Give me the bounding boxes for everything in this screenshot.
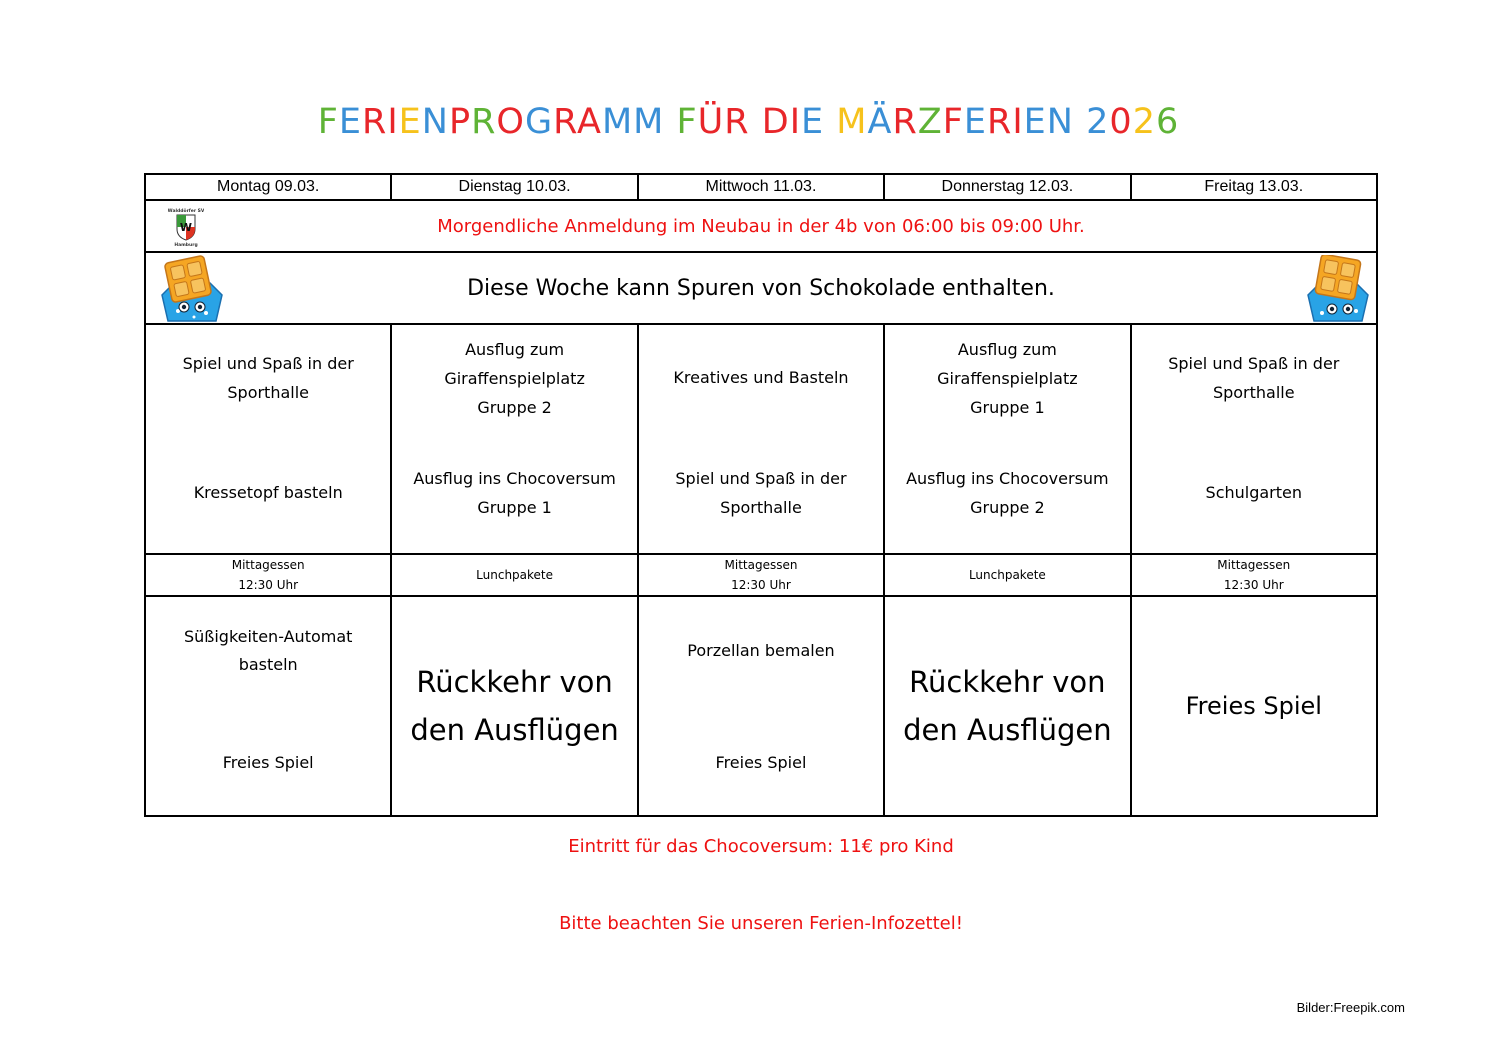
- title-letter: Ä: [867, 102, 893, 142]
- registration-row: [145, 200, 1377, 252]
- cell-line: Mittagessen: [1217, 558, 1291, 572]
- chocolate-notice-cell: [145, 252, 1377, 324]
- morning-cell: [884, 324, 1130, 554]
- cell-line: Rückkehr von: [416, 665, 613, 699]
- cell-line: Kreatives und Basteln: [673, 368, 849, 387]
- title-letter: M: [836, 102, 868, 142]
- title-letter: [1074, 102, 1086, 142]
- cell-line: 12:30 Uhr: [238, 578, 299, 592]
- infozettel-note: Bitte beachten Sie unseren Ferien-Infozettel!: [559, 913, 963, 934]
- title-letter: E: [338, 102, 362, 142]
- title-letter: A: [577, 102, 602, 142]
- title-letter: F: [942, 102, 964, 142]
- title-letter: E: [801, 102, 825, 142]
- cell-line: Giraffenspielplatz: [444, 369, 585, 388]
- cell-line: Lunchpakete: [968, 568, 1046, 582]
- title-letter: [664, 102, 676, 142]
- cell-line: Ausflug zum: [465, 340, 565, 359]
- morning-activities-row: [145, 324, 1377, 554]
- lunch-cell: [145, 554, 391, 596]
- cell-line: Spiel und Spaß in der: [1168, 354, 1340, 373]
- cell-line: Spiel und Spaß in der: [675, 469, 847, 488]
- title-letter: M: [633, 102, 665, 142]
- title-letter: 0: [1109, 102, 1133, 142]
- title-letter: 2: [1086, 102, 1110, 142]
- cell-line: Porzellan bemalen: [687, 641, 835, 660]
- title-letter: N: [1046, 102, 1074, 142]
- lunch-cell: [884, 554, 1130, 596]
- cell-line: Ausflug zum: [957, 340, 1057, 359]
- morning-cell: [1131, 324, 1377, 554]
- cell-line: Gruppe 1: [477, 498, 552, 517]
- title-letter: N: [421, 102, 449, 142]
- title-letter: R: [724, 102, 750, 142]
- title-letter: 2: [1132, 102, 1156, 142]
- registration-cell: [145, 200, 1377, 252]
- cell-line: Kressetopf basteln: [193, 483, 343, 502]
- title-letter: [750, 102, 762, 142]
- cell-line: den Ausflügen: [903, 713, 1112, 747]
- day-header-row: [145, 174, 1377, 200]
- title-letter: Z: [917, 102, 943, 142]
- title-letter: F: [676, 102, 698, 142]
- cell-line: Sporthalle: [227, 383, 310, 402]
- morning-cell: [391, 324, 637, 554]
- title-letter: E: [963, 102, 988, 142]
- day-header: Freitag 13.03.: [1131, 174, 1377, 200]
- afternoon-cell: [1131, 596, 1377, 816]
- cell-line: Schulgarten: [1205, 483, 1303, 502]
- entry-fee-note: Eintritt für das Chocoversum: 11€ pro Kind: [568, 836, 954, 857]
- cell-line: 12:30 Uhr: [1223, 578, 1284, 592]
- cell-line: Giraffenspielplatz: [937, 369, 1078, 388]
- cell-line: Ausflug ins Chocoversum: [906, 469, 1109, 488]
- afternoon-cell: [145, 596, 391, 816]
- cell-line: Mittagessen: [724, 558, 798, 572]
- image-credit: Bilder:Freepik.com: [1296, 1000, 1405, 1015]
- title-letter: R: [362, 102, 388, 142]
- logo-letter: W: [179, 221, 193, 234]
- chocolate-icon: [1300, 255, 1374, 329]
- cell-line: Freies Spiel: [222, 753, 314, 772]
- schedule-table: [144, 173, 1378, 817]
- title-letter: R: [471, 102, 497, 142]
- cell-line: basteln: [238, 655, 298, 674]
- title-letter: G: [524, 102, 554, 142]
- title-letter: I: [387, 102, 399, 142]
- cell-line: Spiel und Spaß in der: [182, 354, 354, 373]
- afternoon-cell: [884, 596, 1130, 816]
- chocolate-icon: [154, 255, 228, 329]
- cell-line: Freies Spiel: [1185, 692, 1322, 720]
- title-letter: P: [448, 102, 472, 142]
- afternoon-cell: [638, 596, 884, 816]
- afternoon-activities-row: [145, 596, 1377, 816]
- day-header: Mittwoch 11.03.: [638, 174, 884, 200]
- title-letter: R: [892, 102, 918, 142]
- chocolate-notice-text: Diese Woche kann Spuren von Schokolade enthalten.: [467, 275, 1055, 301]
- logo-top-text: Walddörfer SV: [168, 209, 204, 214]
- page-title: [0, 102, 1497, 142]
- cell-line: den Ausflügen: [410, 713, 619, 747]
- cell-line: Gruppe 1: [970, 398, 1045, 417]
- title-letter: D: [761, 102, 790, 142]
- day-header: Montag 09.03.: [145, 174, 391, 200]
- cell-line: Rückkehr von: [909, 665, 1106, 699]
- title-letter: 6: [1155, 102, 1180, 142]
- cell-line: Mittagessen: [231, 558, 305, 572]
- cell-line: Ausflug ins Chocoversum: [413, 469, 616, 488]
- cell-line: Lunchpakete: [476, 568, 554, 582]
- cell-line: Freies Spiel: [715, 753, 807, 772]
- day-header: Dienstag 10.03.: [391, 174, 637, 200]
- morning-cell: [145, 324, 391, 554]
- cell-line: 12:30 Uhr: [731, 578, 791, 592]
- cell-line: Sporthalle: [720, 498, 802, 517]
- title-letter: I: [789, 102, 802, 142]
- title-letter: R: [987, 102, 1013, 142]
- club-logo: [168, 207, 204, 247]
- title-letter: E: [398, 102, 422, 142]
- title-letter: Ü: [697, 102, 725, 142]
- logo-bottom-text: Hamburg: [174, 243, 198, 247]
- lunch-cell: [391, 554, 637, 596]
- registration-text: Morgendliche Anmeldung im Neubau in der 4b von 06:00 bis 09:00 Uhr.: [437, 215, 1085, 237]
- afternoon-cell: [391, 596, 637, 816]
- title-letter: R: [553, 102, 577, 142]
- cell-line: Süßigkeiten-Automat: [183, 627, 353, 646]
- title-letter: I: [1012, 102, 1024, 142]
- title-letter: F: [317, 102, 339, 142]
- title-letter: E: [1023, 102, 1047, 142]
- lunch-cell: [1131, 554, 1377, 596]
- morning-cell: [638, 324, 884, 554]
- cell-line: Gruppe 2: [970, 498, 1045, 517]
- lunch-row: [145, 554, 1377, 596]
- title-letter: [824, 102, 836, 142]
- cell-line: Gruppe 2: [477, 398, 552, 417]
- chocolate-notice-row: [145, 252, 1377, 324]
- day-header: Donnerstag 12.03.: [884, 174, 1130, 200]
- cell-line: Sporthalle: [1212, 383, 1295, 402]
- title-letter: M: [601, 102, 634, 142]
- title-letter: O: [496, 102, 525, 142]
- lunch-cell: [638, 554, 884, 596]
